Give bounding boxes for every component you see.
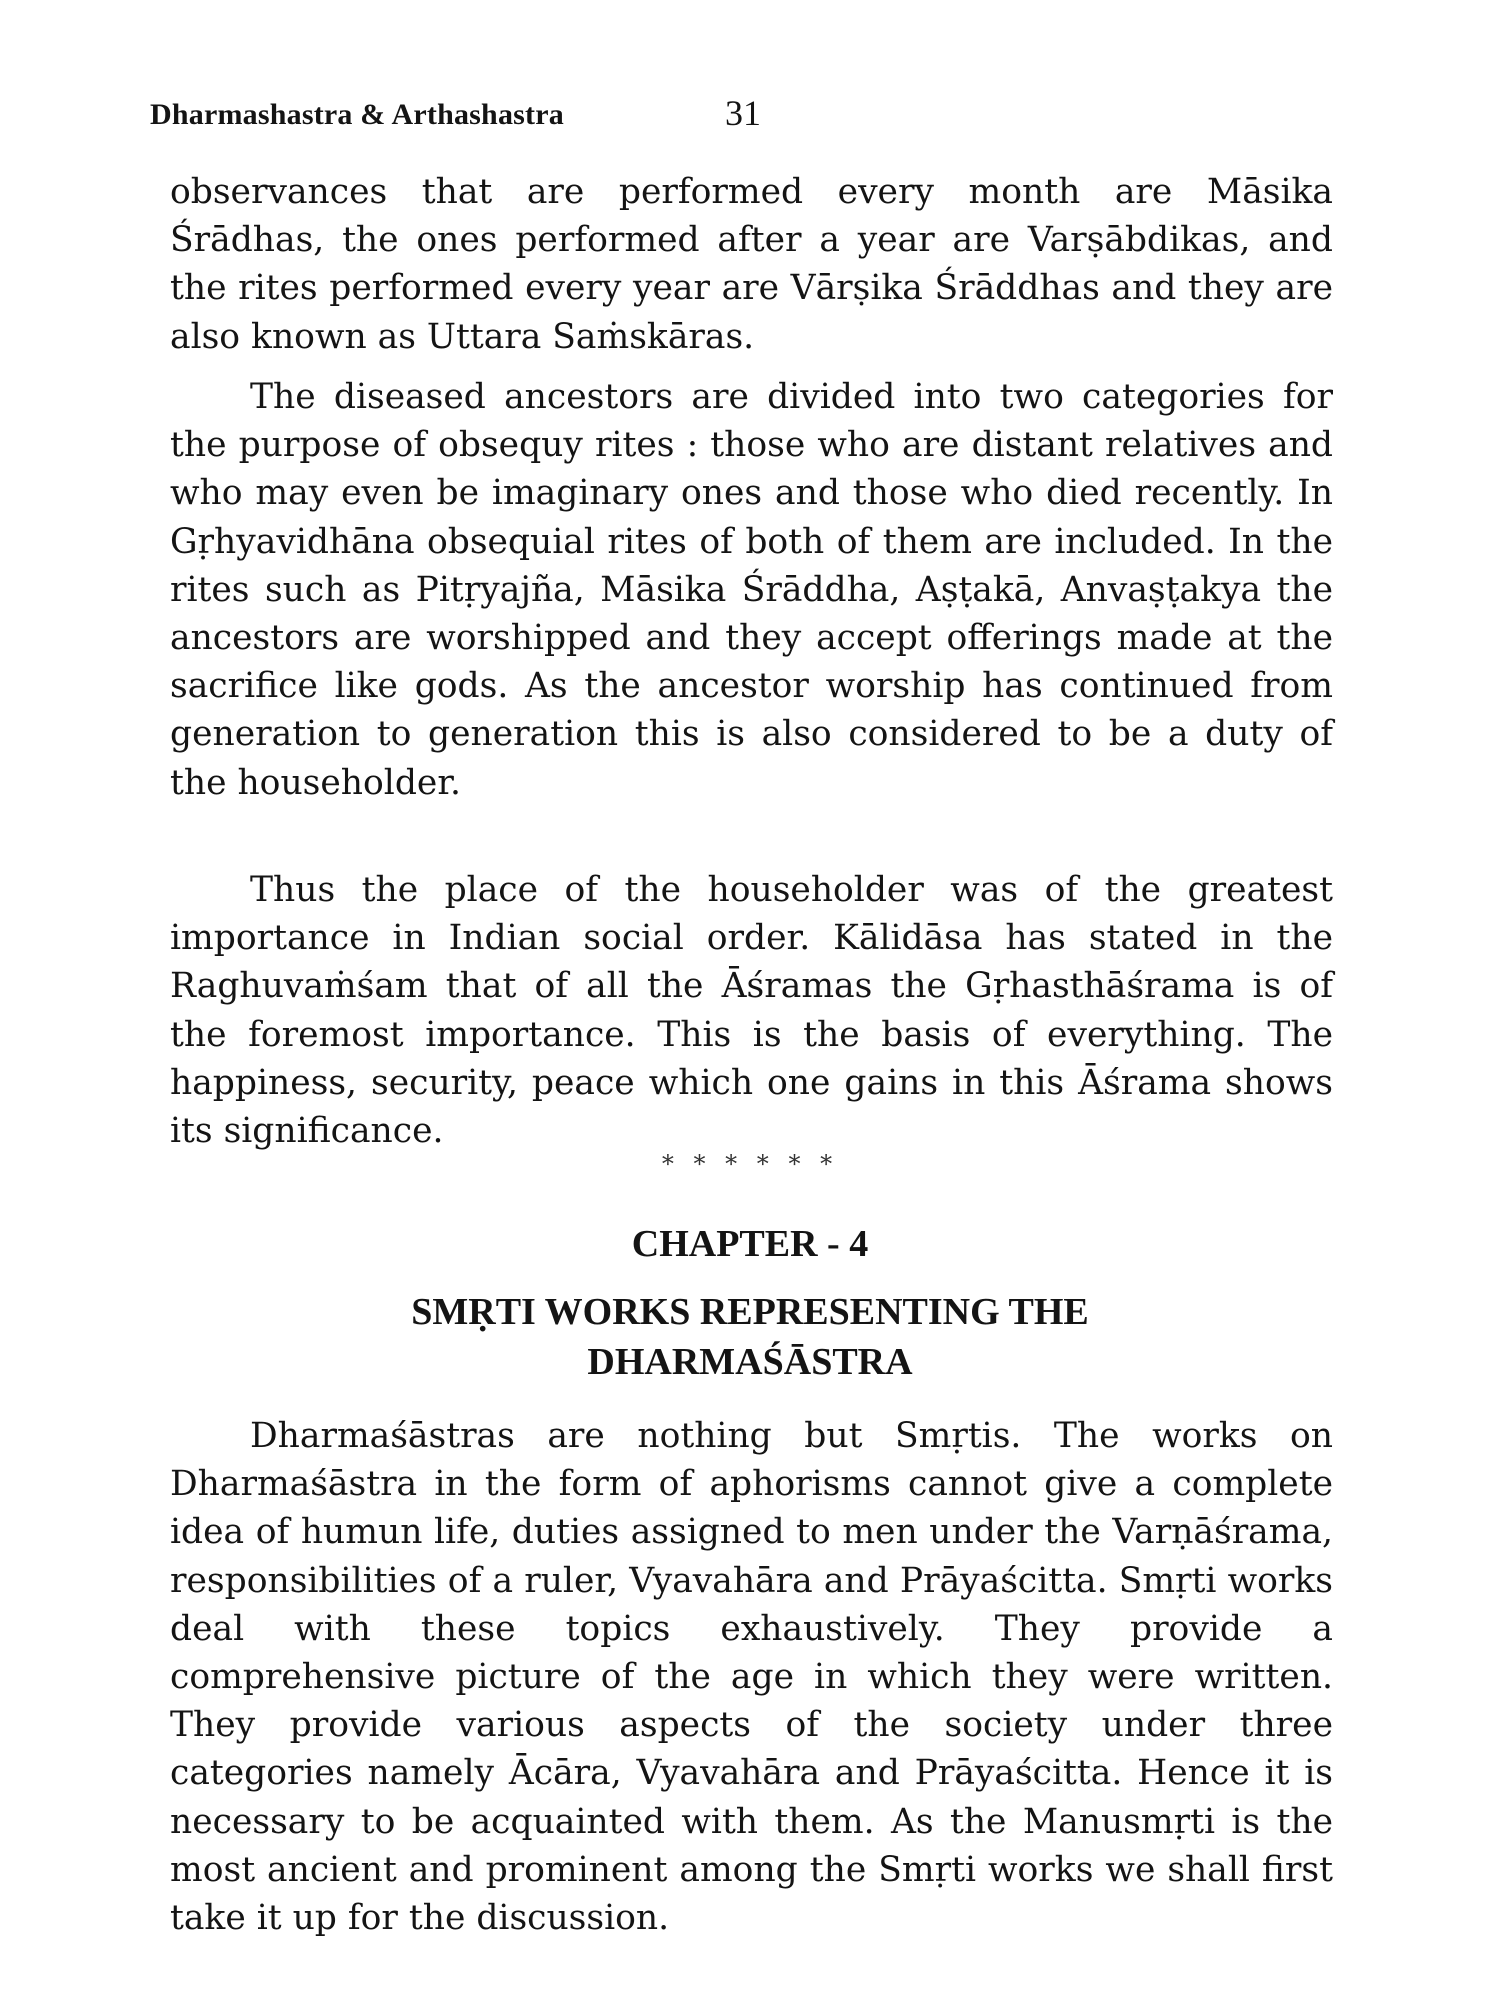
paragraph-householder: Thus the place of the householder was of the greatest importance in Indian social order. Kālidāsa has stated in the Raghuvaṁśam that of all the Āśramas the Gṛhasthāśrama is of the foremost importance. This is the basis of everything. The happiness, security, peace which one gains in this Āśrama shows its significance. — [170, 870, 1333, 1152]
page-number: 31 — [725, 93, 761, 133]
chapter-title-line-2: DHARMAŚĀSTRA — [587, 1341, 913, 1383]
paragraph-ancestors: The diseased ancestors are divided into two categories for the purpose of obsequy rites : those who are distant relatives and who may even be imaginary ones and those who died recently. In Gṛhyavidhāna obsequial rites of both of them are included. In the rites such as Pitṛyajña, Māsika Śrāddha, Aṣṭakā, Anvaṣṭakya the ancestors are worshipped and they accept offerings made at the sacrifice like gods. As the ancestor worship has continued from generation to generation this is also considered to be a duty of the householder. — [170, 377, 1333, 803]
paragraph-smrti-works: Dharmaśāstras are nothing but Smṛtis. The works on Dharmaśāstra in the form of aphorisms cannot give a complete idea of humun life, duties assigned to men under the Varṇāśrama, responsibilities of a ruler, Vyavahāra and Prāyaścitta. Smṛti works deal with these topics exhaustively. They provide a comprehensive picture of the age in which they were written. They provide various aspects of the society under three categories namely Ācāra, Vyavahāra and Prāyaścitta. Hence it is necessary to be acquainted with them. As the Manusmṛti is the most ancient and prominent among the Smṛti works we shall first take it up for the discussion. — [170, 1416, 1333, 1939]
chapter-title — [300, 1287, 1200, 1387]
chapter-label: CHAPTER - 4 — [631, 1223, 869, 1265]
chapter-title-line-1: SMṚTI WORKS REPRESENTING THE — [411, 1291, 1089, 1333]
section-separator: * * * * * * — [661, 1150, 839, 1178]
running-header-title: Dharmashastra & Arthashastra — [150, 98, 564, 131]
paragraph-continued: observances that are performed every month are Māsika Śrādhas, the ones performed after a year are Varṣābdikas, and the rites performed every year are Vārṣika Śrāddhas and they are also known as Uttara Saṁskāras. — [170, 172, 1333, 357]
